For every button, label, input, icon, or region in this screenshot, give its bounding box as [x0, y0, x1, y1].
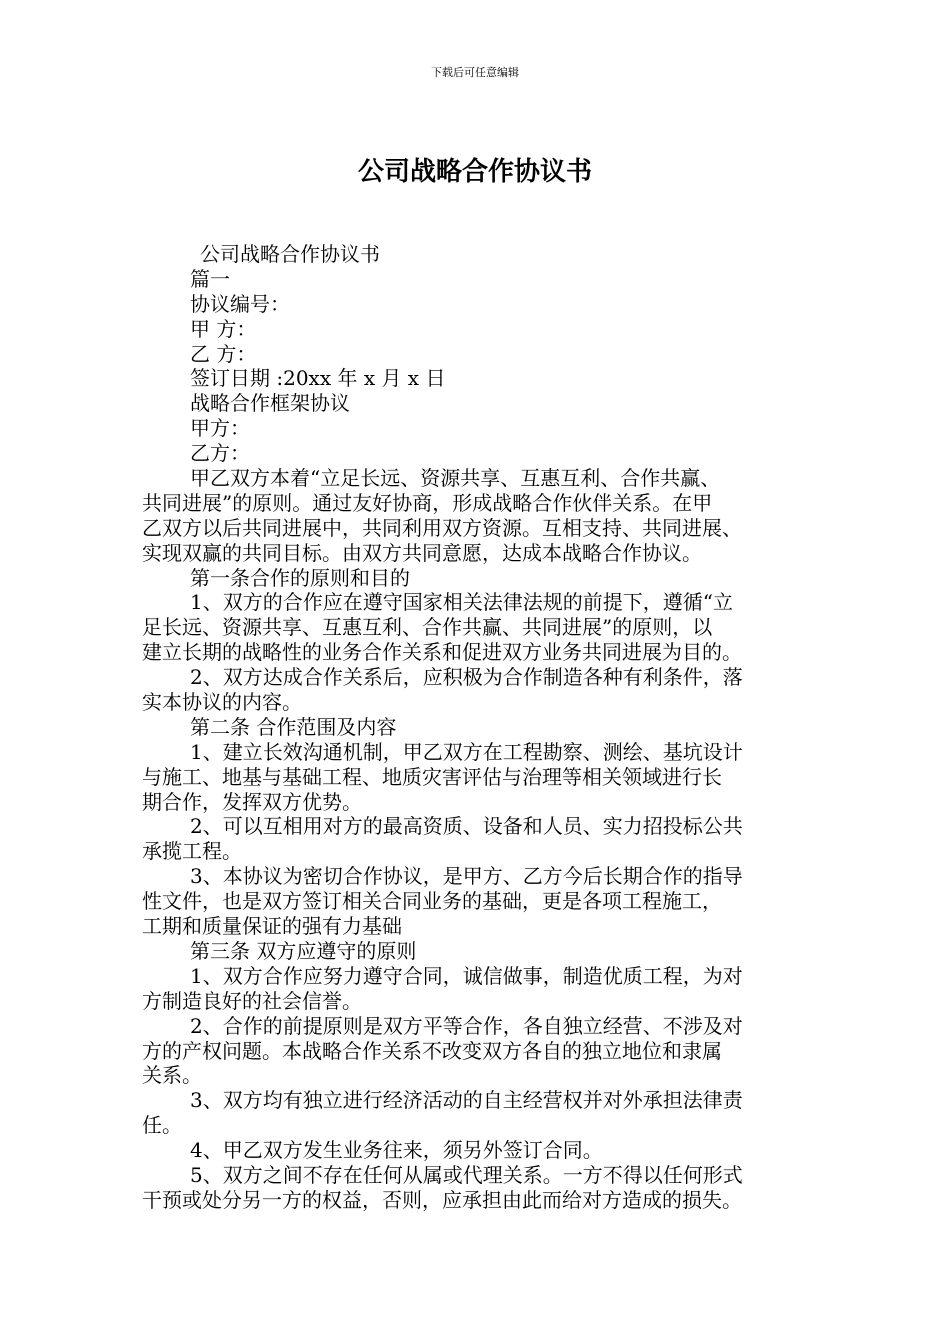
- body-line: 足长远、资源共享、互惠互利、合作共赢、共同进展”的原则，以: [142, 615, 713, 640]
- body-line: 1、双方的合作应在遵守国家相关法律法规的前提下，遵循“立: [190, 590, 733, 615]
- body-line: 战略合作框架协议: [190, 391, 350, 416]
- body-line: 方的产权问题。本战略合作关系不改变双方各自的独立地位和隶属: [142, 1038, 722, 1063]
- body-line: 乙 方：: [190, 341, 257, 366]
- body-line: 工期和质量保证的强有力基础: [142, 914, 402, 939]
- body-line: 与施工、地基与基础工程、地质灾害评估与治理等相关领域进行长: [142, 764, 722, 789]
- body-line: 公司战略合作协议书: [200, 242, 380, 266]
- body-line: 干预或处分另一方的权益，否则，应承担由此而给对方造成的损失。: [142, 1187, 742, 1212]
- body-line: 2、双方达成合作关系后，应积极为合作制造各种有利条件，落: [190, 665, 743, 690]
- body-line: 建立长期的战略性的业务合作关系和促进双方业务共同进展为目的。: [142, 640, 742, 665]
- body-line: 实本协议的内容。: [142, 690, 302, 715]
- body-line: 方制造良好的社会信誉。: [142, 988, 362, 1013]
- body-line: 1、建立长效沟通机制，甲乙双方在工程勘察、测绘、基坑设计: [190, 739, 743, 764]
- body-line: 甲乙双方本着“立足长远、资源共享、互惠互利、合作共赢、: [190, 466, 721, 491]
- body-line: 第二条 合作范围及内容: [190, 714, 397, 739]
- body-line: 甲 方：: [190, 316, 257, 341]
- body-line: 4、甲乙双方发生业务往来，须另外签订合同。: [190, 1138, 603, 1163]
- body-line: 乙双方以后共同进展中，共同利用双方资源。互相支持、共同进展、: [142, 515, 742, 540]
- body-line: 第三条 双方应遵守的原则: [190, 938, 417, 963]
- body-line: 任。: [142, 1113, 182, 1138]
- body-line: 2、可以互相用对方的最高资质、设备和人员、实力招投标公共: [190, 814, 743, 839]
- body-line: 期合作，发挥双方优势。: [142, 789, 362, 814]
- body-line: 关系。: [142, 1063, 202, 1088]
- body-line: 甲方：: [190, 416, 250, 441]
- body-line: 2、合作的前提原则是双方平等合作，各自独立经营、不涉及对: [190, 1013, 743, 1038]
- document-body: [142, 242, 832, 1213]
- body-line: 篇一: [190, 266, 230, 291]
- page-header-note: 下载后可任意编辑: [431, 66, 519, 79]
- body-line: 5、双方之间不存在任何从属或代理关系。一方不得以任何形式: [190, 1162, 743, 1187]
- body-line: 协议编号：: [190, 291, 290, 316]
- body-line: 性文件，也是双方签订相关合同业务的基础，更是各项工程施工，: [142, 889, 722, 914]
- body-line: 承揽工程。: [142, 839, 242, 864]
- body-line: 1、双方合作应努力遵守合同，诚信做事，制造优质工程，为对: [190, 963, 743, 988]
- body-line: 3、本协议为密切合作协议，是甲方、乙方今后长期合作的指导: [190, 864, 743, 889]
- document-title: 公司战略合作协议书: [357, 157, 592, 187]
- body-line: 实现双赢的共同目标。由双方共同意愿，达成本战略合作协议。: [142, 540, 702, 565]
- body-line: 签订日期 :20xx 年 x 月 x 日: [190, 366, 446, 391]
- body-line: 第一条合作的原则和目的: [190, 565, 410, 590]
- body-line: 乙方：: [190, 441, 250, 466]
- body-line: 共同进展”的原则。通过友好协商，形成战略合作伙伴关系。在甲: [142, 490, 713, 515]
- body-line: 3、双方均有独立进行经济活动的自主经营权并对外承担法律责: [190, 1088, 743, 1113]
